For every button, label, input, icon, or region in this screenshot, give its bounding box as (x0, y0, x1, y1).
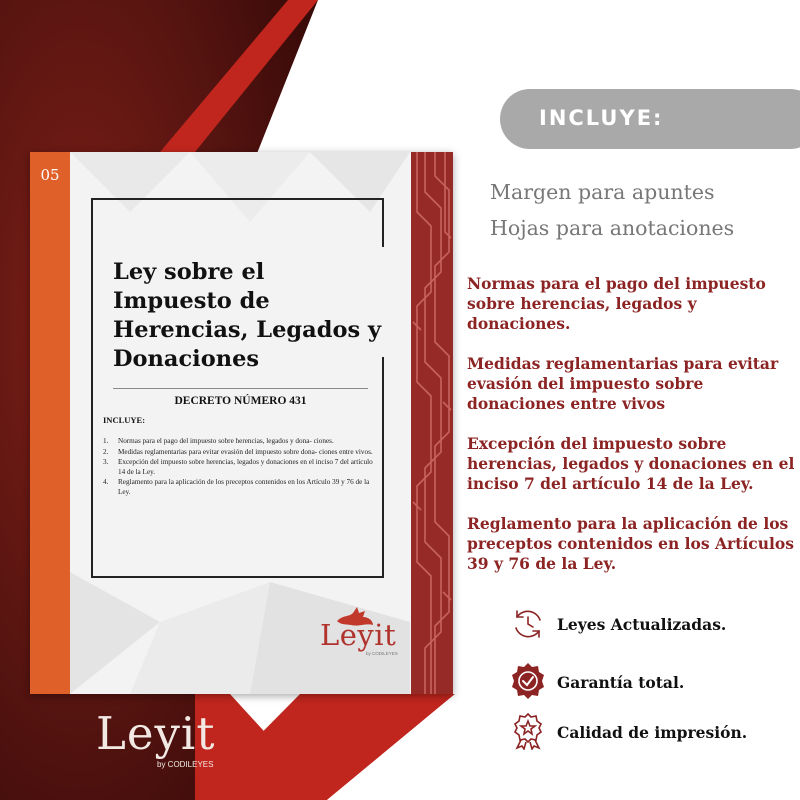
book-cover (30, 152, 453, 694)
feature-item: Margen para apuntes (490, 180, 715, 204)
list-item: 3. Excepción del impuesto sobre herencias, legados y donaciones en el inciso 7 del artículo 14 de la Ley. (103, 458, 373, 476)
detail-item: Normas para el pago del impuesto sobre herencias, legados y donaciones. (467, 274, 766, 333)
book-spine (30, 152, 70, 694)
decree-number: DECRETO NÚMERO 431 (174, 395, 307, 407)
award-icon (509, 712, 547, 750)
list-item: 4. Reglamento para la aplicación de los preceptos contenidos en los Artículo 39 y 76 de la Ley. (103, 478, 370, 496)
book-maze-pattern (411, 152, 453, 694)
list-item: 1. Normas para el pago del impuesto sobre herencias, legados y dona- ciones. (103, 437, 334, 445)
refresh-icon (509, 605, 547, 643)
check-seal-icon (509, 662, 547, 700)
badge-label: Calidad de impresión. (557, 723, 748, 742)
detail-item: Excepción del impuesto sobre herencias, legados y donaciones en el inciso 7 del artículo 14 de la Ley. (467, 434, 795, 493)
book-includes-label: INCLUYE: (103, 415, 146, 425)
list-item: 2. Medidas reglamentarias para evitar evasión del impuesto sobre dona- ciones entre vivos. (103, 447, 373, 456)
book-title: Ley sobre el Impuesto de Herencias, Legados y Donaciones (113, 259, 382, 372)
badge-label: Leyes Actualizadas. (557, 615, 727, 634)
detail-item: Reglamento para la aplicación de los preceptos contenidos en los Artículos 39 y 76 de la Ley. (467, 514, 794, 573)
brand-logo: Leyit (96, 707, 216, 760)
badge-label: Garantía total. (557, 673, 685, 692)
includes-heading: INCLUYE: (539, 106, 664, 130)
includes-heading-pill (500, 89, 800, 149)
brand-tagline: by CODILEYES (157, 760, 214, 769)
volume-number: 05 (40, 166, 60, 184)
book-contents-list (103, 437, 373, 499)
divider (113, 388, 368, 389)
book-brand-tagline: by CODILEYES (366, 651, 398, 656)
feature-item: Hojas para anotaciones (490, 216, 735, 240)
book-brand-logo: Leyit (320, 618, 397, 652)
detail-item: Medidas reglamentarias para evitar evasión del impuesto sobre donaciones entre vivos (467, 354, 779, 413)
